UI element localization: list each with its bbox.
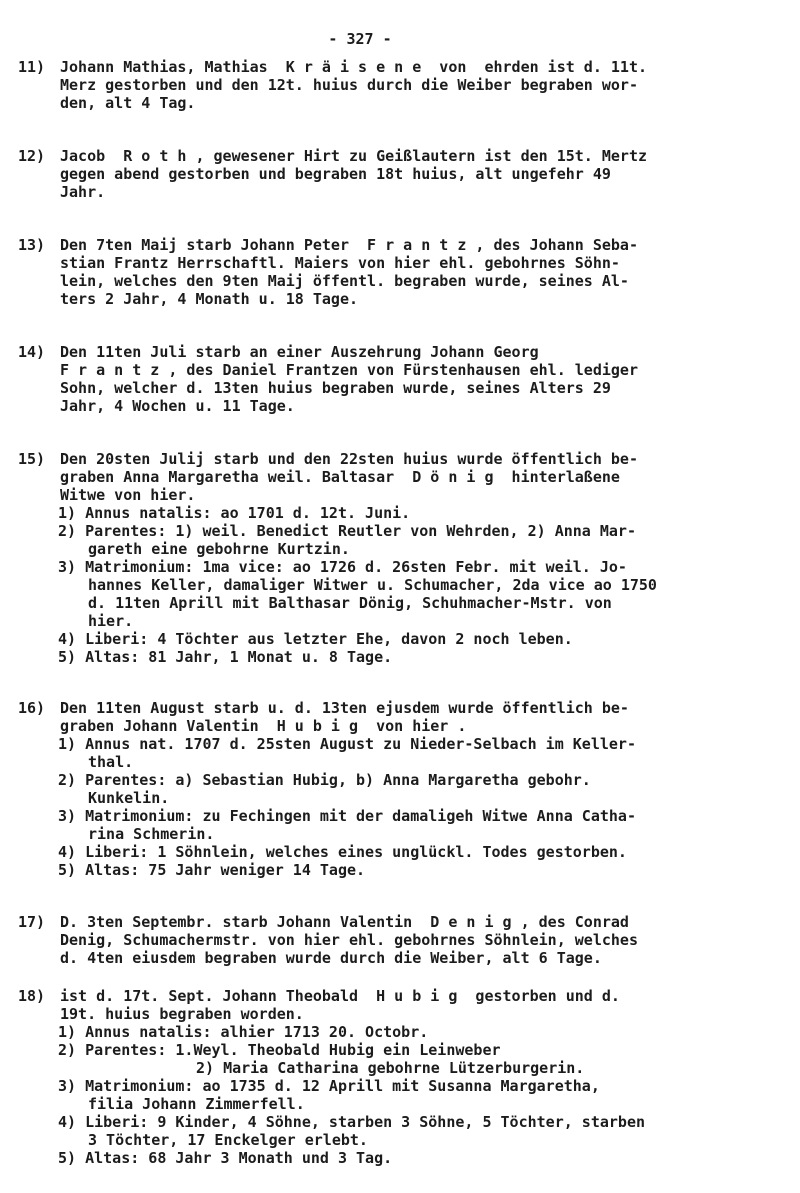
entry-sub-item: 4) Liberi: 1 Söhnlein, welches eines unglückl. Todes gestorben.: [58, 843, 627, 861]
entry-line: gegen abend gestorben und begraben 18t huius, alt ungefehr 49: [60, 165, 611, 183]
entry-line: Sohn, welcher d. 13ten huius begraben wurde, seines Alters 29: [60, 379, 611, 397]
entry-line: d. 4ten eiusdem begraben wurde durch die Weiber, alt 6 Tage.: [60, 949, 602, 967]
entry-number: 18): [18, 987, 46, 1005]
entry-number: 14): [18, 343, 46, 361]
entry-number: 16): [18, 699, 46, 717]
entry-sub-item-continuation: hannes Keller, damaliger Witwer u. Schumacher, 2da vice ao 1750: [88, 576, 657, 594]
page-number: - 327 -: [328, 30, 392, 48]
entry-sub-item: 1) Annus natalis: ao 1701 d. 12t. Juni.: [58, 504, 411, 522]
entry-number: 17): [18, 913, 46, 931]
entry-line: 19t. huius begraben worden.: [60, 1005, 304, 1023]
entry-sub-item: 1) Annus nat. 1707 d. 25sten August zu Nieder-Selbach im Keller-: [58, 735, 636, 753]
entry-line: Den 11ten August starb u. d. 13ten ejusdem wurde öffentlich be-: [60, 699, 629, 717]
entry-line: Denig, Schumachermstr. von hier ehl. gebohrnes Söhnlein, welches: [60, 931, 638, 949]
entry-line: F r a n t z , des Daniel Frantzen von Fürstenhausen ehl. lediger: [60, 361, 638, 379]
entry-line: Den 7ten Maij starb Johann Peter F r a n t z , des Johann Seba-: [60, 236, 638, 254]
entry-sub-item-continuation: filia Johann Zimmerfell.: [88, 1095, 305, 1113]
entry-sub-item-continuation: Kunkelin.: [88, 789, 170, 807]
entry-line: Jacob R o t h , gewesener Hirt zu Geißlautern ist den 15t. Mertz: [60, 147, 647, 165]
entry-line: Jahr.: [60, 183, 106, 201]
entry-sub-item: 2) Maria Catharina gebohrne Lützerburgerin.: [196, 1059, 585, 1077]
entry-sub-item-continuation: hier.: [88, 612, 134, 630]
entry-sub-item: 2) Parentes: a) Sebastian Hubig, b) Anna Margaretha gebohr.: [58, 771, 591, 789]
entry-sub-item: 3) Matrimonium: 1ma vice: ao 1726 d. 26sten Febr. mit weil. Jo-: [58, 558, 627, 576]
entry-line: den, alt 4 Tag.: [60, 94, 196, 112]
entry-line: Johann Mathias, Mathias K r ä i s e n e von ehrden ist d. 11t.: [60, 58, 647, 76]
entry-sub-item: 3) Matrimonium: zu Fechingen mit der damaligeh Witwe Anna Catha-: [58, 807, 636, 825]
entry-line: graben Johann Valentin H u b i g von hier .: [60, 717, 467, 735]
entry-line: ist d. 17t. Sept. Johann Theobald H u b i g gestorben und d.: [60, 987, 620, 1005]
entry-line: Den 11ten Juli starb an einer Auszehrung Johann Georg: [60, 343, 539, 361]
entry-sub-item: 4) Liberi: 4 Töchter aus letzter Ehe, davon 2 noch leben.: [58, 630, 573, 648]
entry-sub-item: 5) Altas: 75 Jahr weniger 14 Tage.: [58, 861, 366, 879]
entry-line: graben Anna Margaretha weil. Baltasar D ö n i g hinterlaßene: [60, 468, 620, 486]
entry-line: Jahr, 4 Wochen u. 11 Tage.: [60, 397, 295, 415]
entry-sub-item-continuation: thal.: [88, 753, 134, 771]
entry-line: ters 2 Jahr, 4 Monath u. 18 Tage.: [60, 290, 359, 308]
entry-line: lein, welches den 9ten Maij öffentl. begraben wurde, seines Al-: [60, 272, 629, 290]
entry-sub-item: 1) Annus natalis: alhier 1713 20. Octobr.: [58, 1023, 429, 1041]
entry-number: 11): [18, 58, 46, 76]
entry-line: Den 20sten Julij starb und den 22sten huius wurde öffentlich be-: [60, 450, 638, 468]
entry-sub-item: 4) Liberi: 9 Kinder, 4 Söhne, starben 3 Söhne, 5 Töchter, starben: [58, 1113, 645, 1131]
entry-sub-item: 3) Matrimonium: ao 1735 d. 12 Aprill mit Susanna Margaretha,: [58, 1077, 600, 1095]
entry-sub-item-continuation: d. 11ten Aprill mit Balthasar Dönig, Schuhmacher-Mstr. von: [88, 594, 612, 612]
entry-line: stian Frantz Herrschaftl. Maiers von hier ehl. gebohrnes Söhn-: [60, 254, 620, 272]
entry-sub-item-continuation: rina Schmerin.: [88, 825, 215, 843]
entry-line: D. 3ten Septembr. starb Johann Valentin D e n i g , des Conrad: [60, 913, 629, 931]
entry-sub-item: 2) Parentes: 1.Weyl. Theobald Hubig ein Leinweber: [58, 1041, 501, 1059]
entry-number: 13): [18, 236, 46, 254]
entry-number: 15): [18, 450, 46, 468]
entry-line: Merz gestorben und den 12t. huius durch die Weiber begraben wor-: [60, 76, 638, 94]
entry-sub-item: 5) Altas: 81 Jahr, 1 Monat u. 8 Tage.: [58, 648, 393, 666]
entry-line: Witwe von hier.: [60, 486, 196, 504]
entry-sub-item-continuation: gareth eine gebohrne Kurtzin.: [88, 540, 350, 558]
entry-sub-item: 5) Altas: 68 Jahr 3 Monath und 3 Tag.: [58, 1149, 393, 1167]
entry-sub-item: 2) Parentes: 1) weil. Benedict Reutler von Wehrden, 2) Anna Mar-: [58, 522, 636, 540]
entry-sub-item-continuation: 3 Töchter, 17 Enckelger erlebt.: [88, 1131, 368, 1149]
entry-number: 12): [18, 147, 46, 165]
